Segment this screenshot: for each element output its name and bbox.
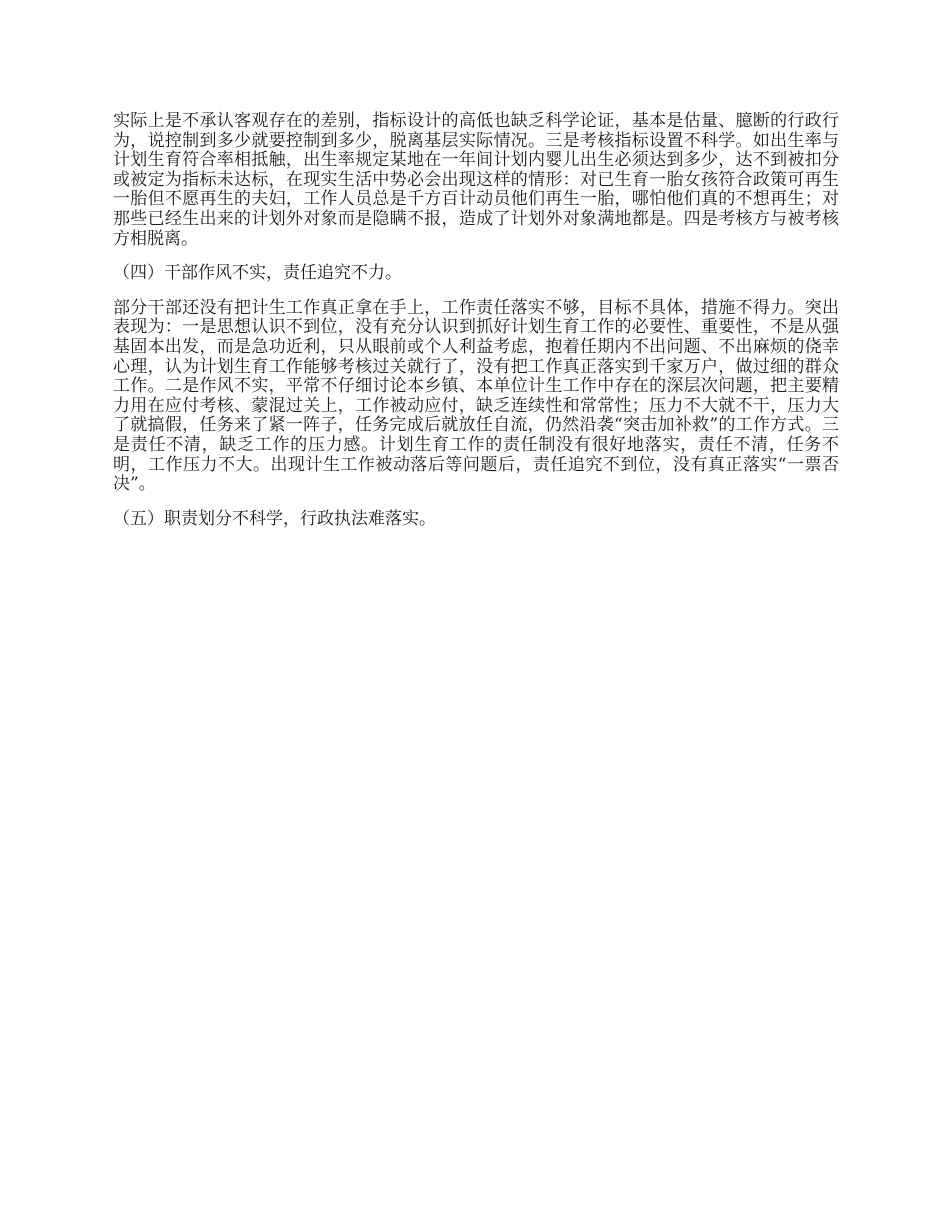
- section-heading-4: （四）干部作风不实，责任追究不力。: [113, 263, 402, 284]
- section-heading-5: （五）职责划分不科学，行政执法难落实。: [113, 508, 436, 529]
- paragraph-cadre-style: 部分干部还没有把计生工作真正拿在手上，工作责任落实不够，目标不具体，措施不得力。突出表现为：一是思想认识不到位，没有充分认识到抓好计划生育工作的必要性、重要性，不是从强基固本出发，而是急功近利，只从眼前或个人利益考虑，抱着任期内不出问题、不出麻烦的侥幸心理，认为计划生育工作能够考核过关就行了，没有把工作真正落实到千家万户，做过细的群众工作。二是作风不实，平常不仔细讨论本乡镇、本单位计生工作中存在的深层次问题，把主要精力用在应付考核、蒙混过关上，工作被动应付，缺乏连续性和常常性；压力不大就不干，压力大了就搞假，任务来了紧一阵子，任务完成后就放任自流，仍然沿袭“突击加补救”的工作方式。三是责任不清，缺乏工作的压力感。计划生育工作的责任制没有很好地落实，责任不清，任务不明，工作压力不大。出现计生工作被动落后等问题后，责任追究不到位，没有真正落实“一票否决”。: [113, 297, 839, 495]
- paragraph-assessment-issues: 实际上是不承认客观存在的差别，指标设计的高低也缺乏科学论证，基本是估量、臆断的行政行为，说控制到多少就要控制到多少，脱离基层实际情况。三是考核指标设置不科学。如出生率与计划生育符合率相抵触，出生率规定某地在一年间计划内婴儿出生必须达到多少，达不到被扣分或被定为指标未达标，在现实生活中势必会出现这样的情形：对已生育一胎女孩符合政策可再生一胎但不愿再生的夫妇，工作人员总是千方百计动员他们再生一胎，哪怕他们真的不想再生；对那些已经生出来的计划外对象而是隐瞒不报，造成了计划外对象满地都是。四是考核方与被考核方相脱离。: [113, 111, 839, 249]
- document-body: [113, 112, 839, 544]
